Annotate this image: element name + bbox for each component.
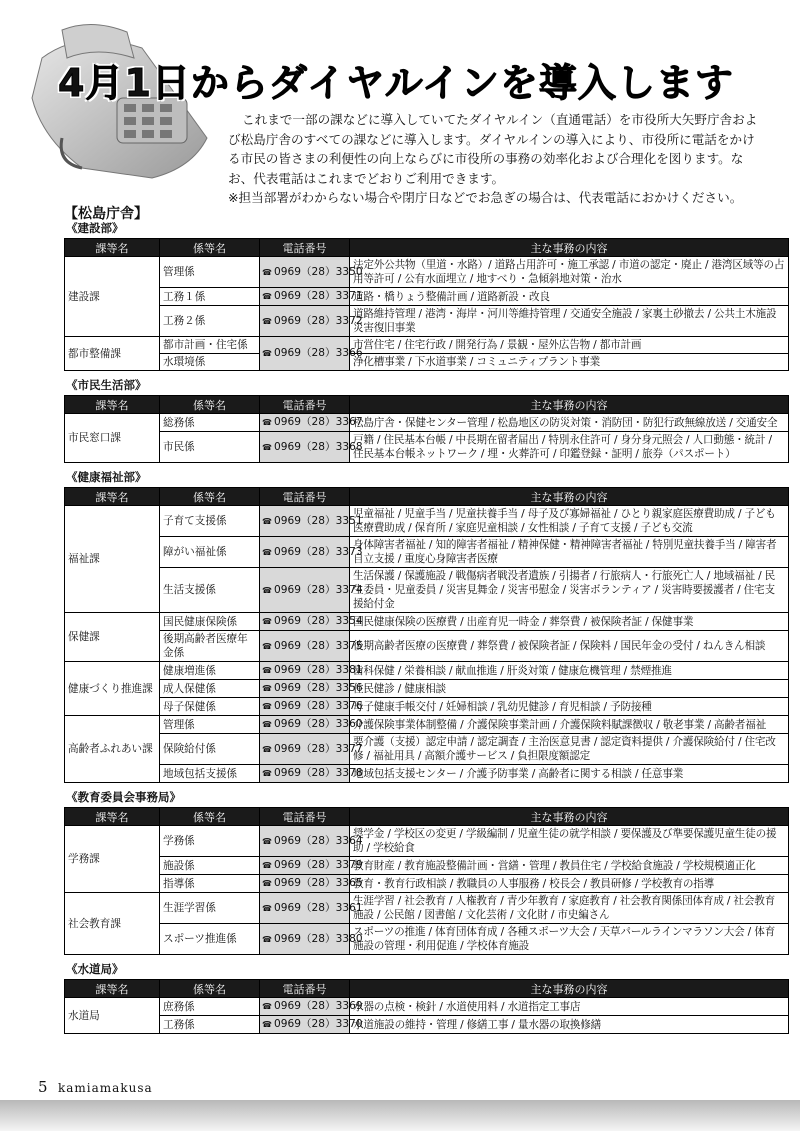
phone-icon: ☎ bbox=[262, 934, 272, 944]
duty-description: 歯科保健 / 栄養相談 / 献血推進 / 肝炎対策 / 健康危機管理 / 禁煙推進 bbox=[350, 662, 789, 680]
phone-number-cell bbox=[260, 1016, 363, 1034]
phone-number: 0969（28）3367 bbox=[273, 416, 363, 428]
phone-icon: ☎ bbox=[262, 516, 272, 526]
phone-number: 0969（28）3366 bbox=[273, 347, 363, 359]
column-header: 電話番号 bbox=[260, 488, 350, 506]
division-name: 社会教育課 bbox=[65, 893, 160, 955]
table-row bbox=[65, 306, 789, 337]
section-name: 水環境係 bbox=[160, 354, 260, 371]
table-row bbox=[65, 288, 789, 306]
table-row bbox=[65, 662, 789, 680]
phone-icon: ☎ bbox=[262, 861, 272, 870]
department-heading: 《市民生活部》 bbox=[66, 378, 147, 392]
phone-number: 0969（28）3354 bbox=[273, 615, 363, 627]
phone-number-cell bbox=[260, 765, 363, 783]
table-row bbox=[65, 432, 789, 463]
duty-description: 要介護（支援）認定申請 / 認定調査 / 主治医意見書 / 認定資料提供 / 介護保険給付 / 住宅改修 / 福祉用具 / 高額介護サービス / 負担限度額認定 bbox=[350, 734, 789, 765]
phone-number-cell bbox=[260, 631, 363, 662]
phone-number: 0969（28）3373 bbox=[273, 545, 363, 558]
phone-number: 0969（28）3370 bbox=[273, 1018, 363, 1030]
section-name: 管理係 bbox=[160, 257, 260, 288]
phone-number-cell bbox=[260, 506, 363, 537]
table-row bbox=[65, 734, 789, 765]
phone-number-cell bbox=[260, 568, 363, 613]
division-name: 都市整備課 bbox=[65, 337, 160, 371]
duty-description: 浄化槽事業 / 下水道事業 / コミュニティプラント事業 bbox=[350, 354, 789, 371]
directory-tables bbox=[64, 220, 788, 1040]
duty-description: 後期高齢者医療の医療費 / 葬祭費 / 被保険者証 / 保険料 / 国民年金の受付 / ねんきん相談 bbox=[350, 631, 789, 662]
header-row bbox=[65, 239, 789, 257]
table-row bbox=[65, 537, 789, 568]
department-heading: 《水道局》 bbox=[66, 962, 124, 976]
table-row bbox=[65, 826, 789, 857]
column-header: 課等名 bbox=[65, 396, 160, 414]
phone-icon: ☎ bbox=[262, 702, 272, 711]
column-header: 係等名 bbox=[160, 980, 260, 998]
column-header: 課等名 bbox=[65, 239, 160, 257]
phone-number-cell bbox=[260, 875, 363, 893]
column-header: 係等名 bbox=[160, 396, 260, 414]
department-table bbox=[64, 238, 789, 371]
phone-icon: ☎ bbox=[262, 666, 272, 675]
table-row bbox=[65, 613, 789, 631]
section-name: 健康増進係 bbox=[160, 662, 260, 680]
duty-description: 市営住宅 / 住宅行政 / 開発行為 / 景観・屋外広告物 / 都市計画 bbox=[350, 337, 789, 354]
phone-number-cell bbox=[260, 337, 363, 371]
phone-icon: ☎ bbox=[262, 879, 272, 888]
intro-text bbox=[228, 110, 758, 208]
header-row bbox=[65, 488, 789, 506]
phone-number-cell bbox=[260, 414, 363, 432]
page-number: 5 bbox=[38, 1078, 48, 1096]
division-name: 建設課 bbox=[65, 257, 160, 337]
header-row bbox=[65, 808, 789, 826]
phone-number-cell bbox=[260, 662, 363, 680]
department-table bbox=[64, 487, 789, 783]
phone-number-cell bbox=[260, 924, 363, 955]
section-name: 総務係 bbox=[160, 414, 260, 432]
duty-description: 母子健康手帳交付 / 妊婦相談 / 乳幼児健診 / 育児相談 / 予防接種 bbox=[350, 698, 789, 716]
table-row bbox=[65, 337, 789, 354]
section-name: 管理係 bbox=[160, 716, 260, 734]
department-table bbox=[64, 979, 789, 1034]
column-header: 主な事務の内容 bbox=[350, 980, 789, 998]
section-name: 障がい福祉係 bbox=[160, 537, 260, 568]
table-row bbox=[65, 998, 789, 1016]
section-name: 都市計画・住宅係 bbox=[160, 337, 260, 354]
duty-description: 教育・教育行政相談 / 教職員の人事服務 / 校長会 / 教員研修 / 学校教育の指導 bbox=[350, 875, 789, 893]
phone-icon: ☎ bbox=[262, 684, 272, 693]
phone-number-cell bbox=[260, 432, 363, 463]
phone-icon: ☎ bbox=[262, 769, 272, 778]
intro-note: ※担当部署がわからない場合や閉庁日などでお急ぎの場合は、代表電話におかけください。 bbox=[228, 190, 743, 205]
section-name: 保険給付係 bbox=[160, 734, 260, 765]
phone-icon: ☎ bbox=[262, 292, 272, 301]
phone-number: 0969（28）3368 bbox=[273, 440, 363, 453]
phone-icon: ☎ bbox=[262, 836, 272, 846]
section-name: 国民健康保険係 bbox=[160, 613, 260, 631]
section-name: 学務係 bbox=[160, 826, 260, 857]
section-name: 工務２係 bbox=[160, 306, 260, 337]
column-header: 電話番号 bbox=[260, 808, 350, 826]
duty-description: 水道施設の維持・管理 / 修繕工事 / 量水器の取換修繕 bbox=[350, 1016, 789, 1034]
section-name: 生活支援係 bbox=[160, 568, 260, 613]
column-header: 係等名 bbox=[160, 488, 260, 506]
phone-icon: ☎ bbox=[262, 903, 272, 913]
phone-icon: ☎ bbox=[262, 617, 272, 626]
duty-description: 道路維持管理 / 港湾・海岸・河川等維持管理 / 交通安全施設 / 家裏土砂撤去 / 公共土木施設災害復旧事業 bbox=[350, 306, 789, 337]
division-name: 水道局 bbox=[65, 998, 160, 1034]
column-header: 主な事務の内容 bbox=[350, 396, 789, 414]
duty-description: 法定外公共物（里道・水路）/ 道路占用許可・施工承認 / 市道の認定・廃止 / 港湾区域等の占用等許可 / 公有水面埋立 / 地すべり・急傾斜地対策・治水 bbox=[350, 257, 789, 288]
column-header: 課等名 bbox=[65, 808, 160, 826]
department-table bbox=[64, 395, 789, 463]
division-name: 福祉課 bbox=[65, 506, 160, 613]
phone-number: 0969（28）3379 bbox=[273, 859, 363, 871]
phone-number: 0969（28）3378 bbox=[273, 767, 363, 779]
section-name: 庶務係 bbox=[160, 998, 260, 1016]
table-row bbox=[65, 257, 789, 288]
column-header: 主な事務の内容 bbox=[350, 808, 789, 826]
column-header: 課等名 bbox=[65, 488, 160, 506]
duty-description: 地域包括支援センター / 介護予防事業 / 高齢者に関する相談 / 任意事業 bbox=[350, 765, 789, 783]
intro-paragraph: これまで一部の課などに導入していてたダイヤルイン（直通電話）を市役所大矢野庁舎および松島庁舎のすべての課などに導入します。ダイヤルインの導入により、市役所に電話をかける市民の皆さまの利便性の向上ならびに市役所の事務の効率化および合理化を図ります。なお、代表電話はこれまでどおりご利用できます。 bbox=[228, 112, 758, 186]
division-name: 学務課 bbox=[65, 826, 160, 893]
header-row bbox=[65, 396, 789, 414]
table-row bbox=[65, 716, 789, 734]
phone-number-cell bbox=[260, 716, 363, 734]
table-row bbox=[65, 631, 789, 662]
phone-icon: ☎ bbox=[262, 547, 272, 557]
section-name: 工務係 bbox=[160, 1016, 260, 1034]
phone-number: 0969（28）3351 bbox=[273, 514, 363, 527]
section-name: 工務１係 bbox=[160, 288, 260, 306]
column-header: 主な事務の内容 bbox=[350, 239, 789, 257]
department-table bbox=[64, 807, 789, 955]
duty-description: 身体障害者福祉 / 知的障害者福祉 / 精神保健・精神障害者福祉 / 特別児童扶養手当 / 障害者自立支援 / 重度心身障害者医療 bbox=[350, 537, 789, 568]
division-name: 市民窓口課 bbox=[65, 414, 160, 463]
column-header: 電話番号 bbox=[260, 980, 350, 998]
phone-number: 0969（28）3356 bbox=[273, 682, 363, 694]
phone-number-cell bbox=[260, 998, 363, 1016]
column-header: 主な事務の内容 bbox=[350, 488, 789, 506]
phone-number: 0969（28）3350 bbox=[273, 265, 363, 278]
phone-number-cell bbox=[260, 826, 363, 857]
phone-number: 0969（28）3360 bbox=[273, 718, 363, 730]
phone-icon: ☎ bbox=[262, 720, 272, 729]
table-row bbox=[65, 893, 789, 924]
table-row bbox=[65, 924, 789, 955]
duty-description: 児童福祉 / 児童手当 / 児童扶養手当 / 母子及び寡婦福祉 / ひとり親家庭医療費助成 / 子ども医療費助成 / 保育所 / 家庭児童相談 / 女性相談 / 子育て支援 / 子ども交流 bbox=[350, 506, 789, 537]
duty-description: 水器の点検・検針 / 水道使用料 / 水道指定工事店 bbox=[350, 998, 789, 1016]
phone-number: 0969（28）3371 bbox=[273, 290, 363, 302]
duty-description: 戸籍 / 住民基本台帳 / 中長期在留者届出 / 特別永住許可 / 身分身元照会 / 人口動態・統計 / 住民基本台帳ネットワーク / 埋・火葬許可 / 印鑑登録・証明 / 旅券（パスポート） bbox=[350, 432, 789, 463]
phone-icon: ☎ bbox=[262, 1002, 272, 1011]
section-name: 母子保健係 bbox=[160, 698, 260, 716]
phone-number: 0969（28）3381 bbox=[273, 664, 363, 676]
column-header: 電話番号 bbox=[260, 239, 350, 257]
duty-description: スポーツの推進 / 体育団体育成 / 各種スポーツ大会 / 天草パールラインマラソン大会 / 体育施設の管理・利用促進 / 学校体育施設 bbox=[350, 924, 789, 955]
phone-number-cell bbox=[260, 257, 363, 288]
phone-icon: ☎ bbox=[262, 744, 272, 754]
table-row bbox=[65, 414, 789, 432]
phone-number: 0969（28）3361 bbox=[273, 901, 363, 914]
duty-description: 松島庁舎・保健センター管理 / 松島地区の防災対策・消防団・防犯行政無線放送 / 交通安全 bbox=[350, 414, 789, 432]
phone-number: 0969（28）3364 bbox=[273, 834, 363, 847]
phone-icon: ☎ bbox=[262, 418, 272, 427]
phone-icon: ☎ bbox=[262, 442, 272, 452]
phone-number: 0969（28）3369 bbox=[273, 1000, 363, 1012]
phone-number: 0969（28）3365 bbox=[273, 877, 363, 889]
section-name: 後期高齢者医療年金係 bbox=[160, 631, 260, 662]
phone-number-cell bbox=[260, 734, 363, 765]
phone-number: 0969（28）3377 bbox=[273, 742, 363, 755]
footer-bar bbox=[0, 1100, 800, 1131]
table-row bbox=[65, 506, 789, 537]
section-name: 生涯学習係 bbox=[160, 893, 260, 924]
table-row bbox=[65, 568, 789, 613]
section-name: 地域包括支援係 bbox=[160, 765, 260, 783]
phone-number-cell bbox=[260, 613, 363, 631]
phone-number-cell bbox=[260, 680, 363, 698]
phone-number: 0969（28）3375 bbox=[273, 639, 363, 652]
section-name: 成人保健係 bbox=[160, 680, 260, 698]
table-row bbox=[65, 857, 789, 875]
phone-number: 0969（28）3380 bbox=[273, 932, 363, 945]
table-row bbox=[65, 698, 789, 716]
column-header: 課等名 bbox=[65, 980, 160, 998]
section-name: 指導係 bbox=[160, 875, 260, 893]
division-name: 保健課 bbox=[65, 613, 160, 662]
duty-description: 教育財産 / 教育施設整備計画・営繕・管理 / 教員住宅 / 学校給食施設 / 学校規模適正化 bbox=[350, 857, 789, 875]
phone-number-cell bbox=[260, 288, 363, 306]
section-name: 施設係 bbox=[160, 857, 260, 875]
phone-icon: ☎ bbox=[262, 585, 272, 595]
phone-number-cell bbox=[260, 698, 363, 716]
phone-number-cell bbox=[260, 857, 363, 875]
division-name: 健康づくり推進課 bbox=[65, 662, 160, 716]
phone-number-cell bbox=[260, 306, 363, 337]
phone-icon: ☎ bbox=[262, 316, 272, 326]
duty-description: 国民健康保険の医療費 / 出産育児一時金 / 葬祭費 / 被保険者証 / 保健事業 bbox=[350, 613, 789, 631]
department-heading: 《健康福祉部》 bbox=[66, 470, 147, 484]
duty-description: 道路・橋りょう整備計画 / 道路新設・改良 bbox=[350, 288, 789, 306]
duty-description: 生活保護 / 保護施設 / 戦傷病者戦没者遺族 / 引揚者 / 行旅病人・行旅死亡人 / 地域福祉 / 民生委員・児童委員 / 災害見舞金 / 災害弔慰金 / 災害ボランティア / 災害時要援護者 / 住宅支援給付金 bbox=[350, 568, 789, 613]
column-header: 電話番号 bbox=[260, 396, 350, 414]
column-header: 係等名 bbox=[160, 239, 260, 257]
phone-icon: ☎ bbox=[262, 641, 272, 651]
table-row bbox=[65, 354, 789, 371]
table-row bbox=[65, 875, 789, 893]
site-name: kamiamakusa bbox=[58, 1081, 153, 1095]
phone-icon: ☎ bbox=[262, 1020, 272, 1029]
phone-icon: ☎ bbox=[262, 349, 272, 358]
phone-number-cell bbox=[260, 537, 363, 568]
column-header: 係等名 bbox=[160, 808, 260, 826]
duty-description: 生涯学習 / 社会教育 / 人権教育 / 青少年教育 / 家庭教育 / 社会教育関係団体育成 / 社会教育施設 / 公民館 / 図書館 / 文化芸術 / 文化財 / 市史編さん bbox=[350, 893, 789, 924]
building-heading: 【松島庁舎】 bbox=[64, 206, 148, 222]
division-name: 高齢者ふれあい課 bbox=[65, 716, 160, 783]
table-row bbox=[65, 1016, 789, 1034]
phone-number: 0969（28）3374 bbox=[273, 583, 363, 596]
duty-description: 介護保険事業体制整備 / 介護保険事業計画 / 介護保険料賦課徴収 / 敬老事業 / 高齢者福祉 bbox=[350, 716, 789, 734]
phone-icon: ☎ bbox=[262, 267, 272, 277]
phone-number: 0969（28）3372 bbox=[273, 314, 363, 327]
department-heading: 《建設部》 bbox=[66, 221, 124, 235]
department-heading: 《教育委員会事務局》 bbox=[66, 790, 181, 804]
section-name: 子育て支援係 bbox=[160, 506, 260, 537]
duty-description: 奨学金 / 学校区の変更 / 学級編制 / 児童生徒の就学相談 / 要保護及び準要保護児童生徒の援助 / 学校給食 bbox=[350, 826, 789, 857]
page-title: 4月1日からダイヤルインを導入します bbox=[58, 61, 734, 105]
duty-description: 住民健診 / 健康相談 bbox=[350, 680, 789, 698]
table-row bbox=[65, 680, 789, 698]
table-row bbox=[65, 765, 789, 783]
section-name: 市民係 bbox=[160, 432, 260, 463]
section-name: スポーツ推進係 bbox=[160, 924, 260, 955]
phone-number-cell bbox=[260, 893, 363, 924]
phone-number: 0969（28）3376 bbox=[273, 700, 363, 712]
header-row bbox=[65, 980, 789, 998]
